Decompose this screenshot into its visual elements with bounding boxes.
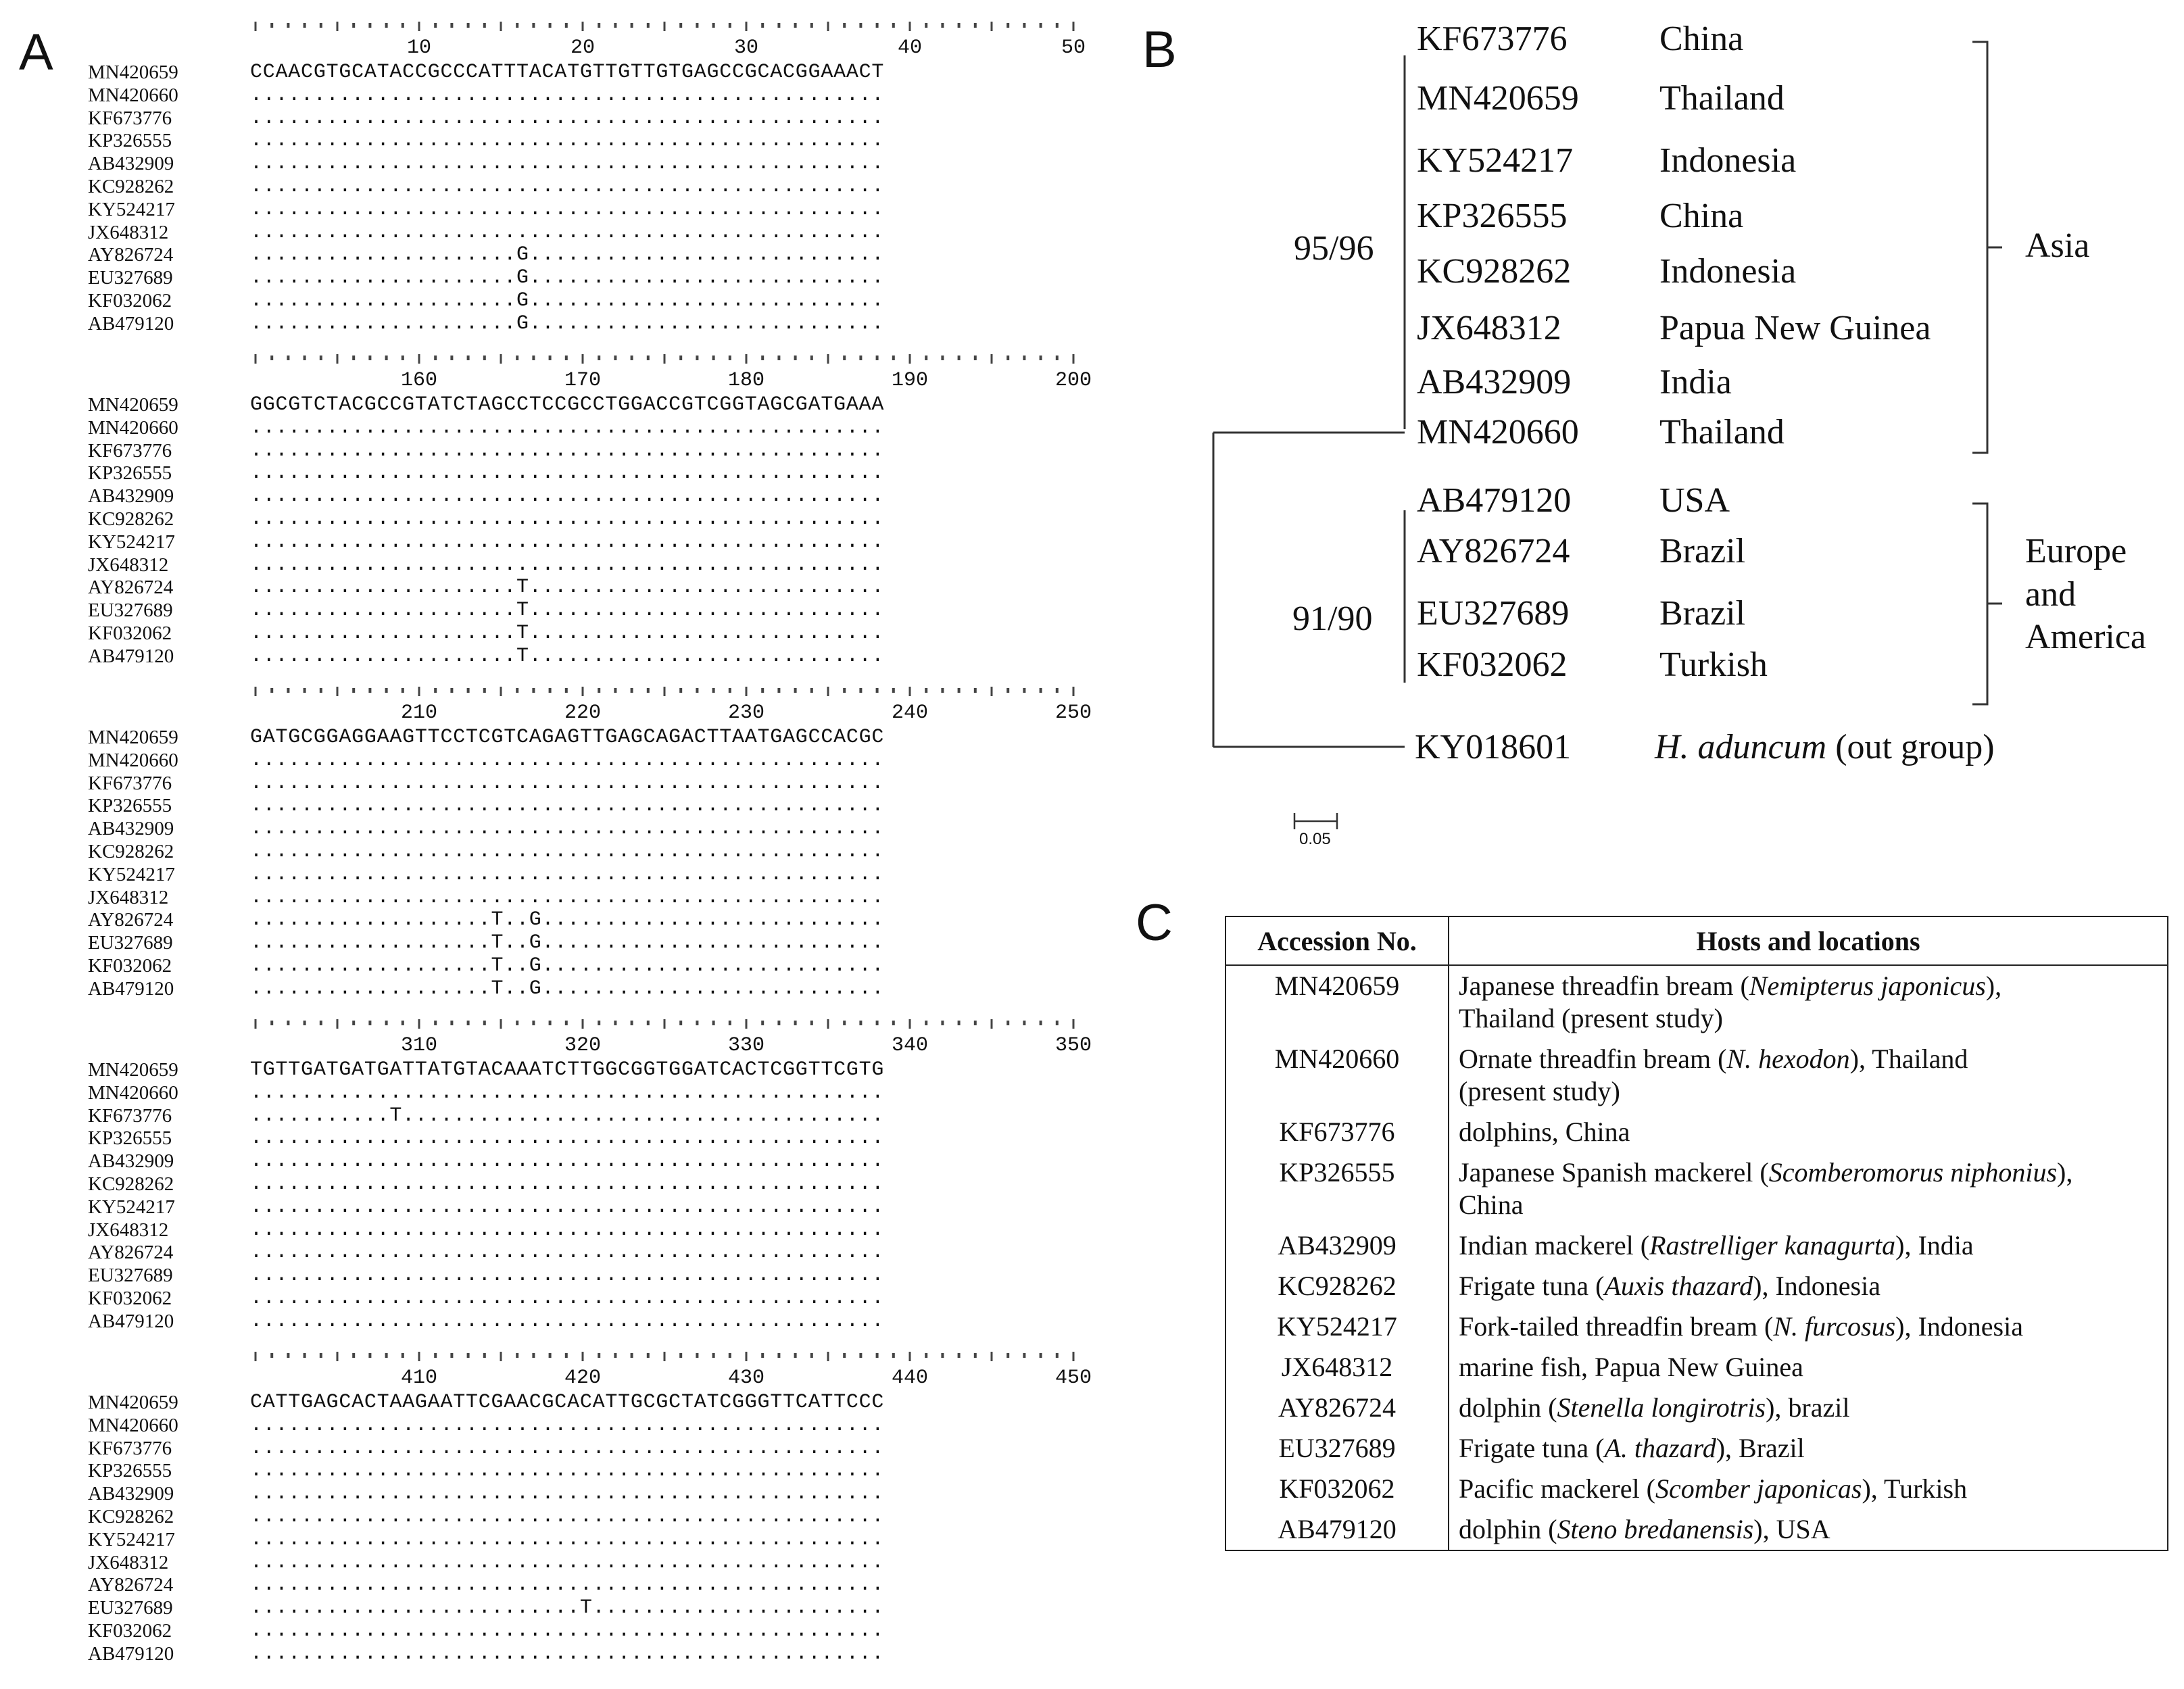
host-species: Nemipterus japonicus — [1749, 971, 1986, 1001]
ruler-number: 440 — [891, 1367, 929, 1390]
row-accession: EU327689 — [88, 932, 173, 954]
position-ruler — [250, 1350, 1079, 1367]
host-accession-cell: AY826724 — [1226, 1388, 1449, 1428]
host-accession-cell: EU327689 — [1226, 1428, 1449, 1469]
row-sequence: .....................T............................ — [250, 622, 885, 645]
row-sequence: .................................................. — [250, 771, 885, 795]
ruler-number: 230 — [727, 702, 765, 725]
row-sequence: .................................................. — [250, 1527, 885, 1551]
row-accession: MN420659 — [88, 62, 178, 83]
ruler-number: 30 — [733, 36, 759, 59]
row-accession: AY826724 — [88, 909, 174, 931]
support-europe-america: 91/90 — [1292, 599, 1373, 638]
host-accession-cell: KC928262 — [1226, 1266, 1449, 1306]
row-accession: KY524217 — [88, 863, 175, 885]
row-sequence: .................................................. — [250, 794, 885, 818]
row-accession: AB479120 — [88, 977, 174, 1000]
row-accession: KC928262 — [88, 1506, 174, 1527]
ruler-number: 180 — [727, 369, 765, 392]
row-sequence: .................................................. — [250, 508, 885, 531]
ruler-number: 160 — [400, 369, 438, 392]
row-accession: KF032062 — [88, 622, 172, 644]
ruler-number: 170 — [564, 369, 602, 392]
host-location-cell — [1449, 1225, 2168, 1266]
row-sequence: .................................................. — [250, 1482, 885, 1506]
asia-brace — [1972, 42, 2002, 453]
position-ruler — [250, 20, 1079, 36]
row-sequence: .................................................. — [250, 1459, 885, 1483]
row-sequence: .................................................. — [250, 1218, 885, 1242]
row-accession: MN420660 — [88, 1081, 178, 1104]
region-europe: Europe — [2025, 532, 2127, 570]
row-sequence: .....................T............................ — [250, 644, 885, 668]
host-species: N. hexodon — [1726, 1044, 1850, 1074]
host-text: Frigate tuna ( — [1459, 1271, 1605, 1301]
outgroup-accession: KY018601 — [1415, 728, 1572, 766]
host-table-row — [1226, 1469, 2168, 1509]
row-accession: EU327689 — [88, 599, 173, 622]
host-location-cell — [1449, 1428, 2168, 1469]
row-sequence: .................................................. — [250, 553, 885, 577]
tree-leaf-country: China — [1659, 20, 1744, 58]
host-text: Japanese Spanish mackerel ( — [1459, 1157, 1769, 1188]
row-sequence: .................................................. — [250, 530, 885, 554]
row-accession: MN420660 — [88, 749, 178, 771]
row-sequence: GATGCGGAGGAAGTTCCTCGTCAGAGTTGAGCAGACTTAATGAGCCACGC — [250, 726, 885, 749]
tree-leaf-country: USA — [1659, 481, 1730, 520]
tree-leaf-accession: KF032062 — [1417, 645, 1568, 684]
panel-label-c: C — [1136, 894, 1173, 952]
row-accession: KC928262 — [88, 1173, 174, 1195]
row-sequence: .....................G............................ — [250, 312, 885, 335]
host-accession-cell: MN420659 — [1226, 965, 1449, 1039]
tree-leaf-country: Turkish — [1659, 645, 1768, 684]
row-accession: MN420659 — [88, 1392, 178, 1413]
host-location-cell — [1449, 1347, 2168, 1388]
host-table-row — [1226, 1428, 2168, 1469]
row-accession: KF673776 — [88, 772, 172, 794]
host-text: Japanese threadfin bream ( — [1459, 971, 1749, 1001]
host-text: dolphin ( — [1459, 1392, 1557, 1423]
row-accession: MN420659 — [88, 1059, 178, 1081]
host-accession-cell: AB479120 — [1226, 1509, 1449, 1550]
host-location: ), Thailand — [1849, 1044, 1968, 1074]
sequence-alignment-panel — [88, 20, 1092, 1683]
host-location: ), Turkish — [1862, 1473, 1968, 1504]
row-accession: AY826724 — [88, 577, 174, 599]
tree-leaf-accession: KC928262 — [1417, 252, 1572, 291]
row-accession: KF673776 — [88, 439, 172, 462]
host-location-cell — [1449, 1266, 2168, 1306]
host-location: ), brazil — [1766, 1392, 1850, 1423]
host-accession-cell: JX648312 — [1226, 1347, 1449, 1388]
tree-leaf-country: Thailand — [1659, 79, 1785, 118]
tree-leaf-accession: AY826724 — [1417, 532, 1570, 570]
host-species: N. furcosus — [1773, 1311, 1896, 1342]
host-location-cell — [1449, 965, 2168, 1039]
row-accession: AB479120 — [88, 1310, 174, 1332]
row-accession: MN420660 — [88, 416, 178, 439]
host-table — [1225, 916, 2168, 1551]
row-accession: EU327689 — [88, 267, 173, 289]
row-accession: KF032062 — [88, 290, 172, 312]
row-sequence: .................................................. — [250, 485, 885, 508]
row-sequence: ...................T..G........................... — [250, 931, 885, 955]
row-sequence: .....................T............................ — [250, 576, 885, 599]
row-sequence: ...................T..G........................... — [250, 977, 885, 1000]
tree-leaf-country: Indonesia — [1659, 252, 1797, 291]
row-sequence: .................................................. — [250, 1413, 885, 1437]
row-sequence: .................................................. — [250, 220, 885, 244]
row-accession: KP326555 — [88, 1127, 172, 1150]
row-accession: AB432909 — [88, 1150, 174, 1173]
host-location-cell — [1449, 1509, 2168, 1550]
row-accession: AB432909 — [88, 1483, 174, 1505]
ruler-number: 410 — [400, 1367, 438, 1390]
host-table-header-row — [1226, 916, 2168, 965]
row-accession: JX648312 — [88, 1219, 169, 1241]
tree-leaf-accession: MN420659 — [1417, 79, 1579, 118]
row-accession: JX648312 — [88, 1551, 169, 1573]
tree-leaf-accession: KY524217 — [1417, 141, 1574, 180]
tree-leaf-country: India — [1659, 363, 1732, 401]
host-table-row — [1226, 1388, 2168, 1428]
row-accession: MN420659 — [88, 727, 178, 748]
host-accession-cell: KY524217 — [1226, 1306, 1449, 1347]
row-accession: KF673776 — [88, 1437, 172, 1459]
row-sequence: .....................G............................ — [250, 289, 885, 312]
ruler-number: 20 — [570, 36, 596, 59]
row-accession: KF673776 — [88, 1104, 172, 1127]
host-location: ), — [2057, 1157, 2073, 1188]
host-text: dolphin ( — [1459, 1514, 1557, 1544]
row-accession: KY524217 — [88, 1528, 175, 1550]
host-table-panel — [1149, 892, 2177, 1669]
row-accession: KF032062 — [88, 1620, 172, 1642]
row-accession: AB479120 — [88, 312, 174, 335]
row-accession: AB432909 — [88, 818, 174, 840]
host-location-cell — [1449, 1388, 2168, 1428]
europe-america-brace — [1972, 504, 2002, 704]
host-table-row — [1226, 1039, 2168, 1112]
host-accession-cell: KP326555 — [1226, 1152, 1449, 1225]
ruler-number: 190 — [891, 369, 929, 392]
row-accession: KP326555 — [88, 1460, 172, 1482]
tree-leaf-country: Thailand — [1659, 413, 1785, 451]
row-sequence: .....................G............................ — [250, 266, 885, 290]
host-species: Scomber japonicas — [1655, 1473, 1862, 1504]
tree-leaf-accession: AB479120 — [1417, 481, 1572, 520]
host-text: Ornate threadfin bream ( — [1459, 1044, 1727, 1074]
tree-leaf-accession: MN420660 — [1417, 413, 1579, 451]
row-sequence: .................................................. — [250, 840, 885, 863]
host-species: Steno bredanensis — [1557, 1514, 1754, 1544]
host-text: Frigate tuna ( — [1459, 1433, 1605, 1463]
row-accession: AY826724 — [88, 1574, 174, 1596]
row-accession: KF032062 — [88, 955, 172, 977]
row-accession: KY524217 — [88, 198, 175, 220]
row-sequence: .................................................. — [250, 1550, 885, 1574]
ruler-number: 330 — [727, 1034, 765, 1057]
host-location-cell — [1449, 1039, 2168, 1112]
host-species: Stenella longirotris — [1557, 1392, 1766, 1423]
host-location: ), — [1985, 971, 2002, 1001]
row-accession: AY826724 — [88, 1242, 174, 1264]
row-sequence: .................................................. — [250, 1573, 885, 1597]
host-location-cell — [1449, 1152, 2168, 1225]
row-sequence: .................................................. — [250, 1309, 885, 1333]
region-and: and — [2025, 575, 2077, 614]
tree-leaf-country: Brazil — [1659, 594, 1746, 633]
row-sequence: .................................................. — [250, 1081, 885, 1104]
row-sequence: .................................................. — [250, 1264, 885, 1288]
row-accession: EU327689 — [88, 1265, 173, 1287]
row-sequence: .................................................. — [250, 1195, 885, 1219]
row-sequence: .....................T............................ — [250, 599, 885, 622]
ruler-number: 200 — [1054, 369, 1092, 392]
row-sequence: .................................................. — [250, 1127, 885, 1150]
host-table-row — [1226, 965, 2168, 1039]
host-location-line2: Thailand (present study) — [1459, 1003, 1723, 1033]
ruler-number: 240 — [891, 702, 929, 725]
ruler-number: 210 — [400, 702, 438, 725]
ruler-number: 310 — [400, 1034, 438, 1057]
row-accession: KY524217 — [88, 1196, 175, 1218]
row-sequence: .................................................. — [250, 106, 885, 130]
host-location: ), Indonesia — [1753, 1271, 1880, 1301]
row-sequence: .................................................. — [250, 1173, 885, 1196]
row-sequence: GGCGTCTACGCCGTATCTAGCCTCCGCCTGGACCGTCGGTAGCGATGAAA — [250, 393, 885, 416]
row-sequence: .................................................. — [250, 416, 885, 439]
host-accession-cell: KF673776 — [1226, 1112, 1449, 1152]
row-accession: AY826724 — [88, 244, 174, 266]
row-sequence: .....................G............................ — [250, 243, 885, 267]
host-species: Rastrelliger kanagurta — [1649, 1230, 1896, 1260]
ruler-number: 40 — [897, 36, 923, 59]
row-accession: KP326555 — [88, 462, 172, 485]
row-sequence: TGTTGATGATGATTATGTACAAATCTTGGCGGTGGATCACTCGGTTCGTG — [250, 1058, 885, 1081]
host-location-cell — [1449, 1469, 2168, 1509]
row-sequence: .................................................. — [250, 1505, 885, 1528]
row-sequence: .................................................. — [250, 1619, 885, 1642]
row-accession: JX648312 — [88, 886, 169, 908]
host-location-cell — [1449, 1306, 2168, 1347]
row-accession: AB432909 — [88, 153, 174, 175]
host-species: Auxis thazard — [1604, 1271, 1753, 1301]
row-sequence: .................................................. — [250, 439, 885, 462]
host-text: Pacific mackerel ( — [1459, 1473, 1655, 1504]
row-accession: KC928262 — [88, 841, 174, 862]
row-sequence: CCAACGTGCATACCGCCCATTTACATGTTGTTGTGAGCCGCACGGAAACT — [250, 61, 885, 84]
host-species: Scomberomorus niphonius — [1768, 1157, 2058, 1188]
row-sequence: .................................................. — [250, 83, 885, 107]
host-text: Indian mackerel ( — [1459, 1230, 1650, 1260]
host-accession-cell: AB432909 — [1226, 1225, 1449, 1266]
row-accession: MN420660 — [88, 84, 178, 106]
region-america: America — [2025, 618, 2147, 656]
row-accession: KP326555 — [88, 795, 172, 817]
phylogenetic-tree-panel — [1149, 14, 2177, 858]
host-table-row — [1226, 1266, 2168, 1306]
row-accession: AB479120 — [88, 645, 174, 667]
host-location-line2: China — [1459, 1190, 1524, 1220]
row-accession: KY524217 — [88, 531, 175, 553]
host-table-row — [1226, 1347, 2168, 1388]
panel-label-a: A — [19, 24, 53, 81]
tree-leaf-accession: AB432909 — [1417, 363, 1572, 401]
row-sequence: .................................................. — [250, 175, 885, 198]
ruler-number: 10 — [406, 36, 432, 59]
tree-leaf-country: Indonesia — [1659, 141, 1797, 180]
row-accession: KP326555 — [88, 130, 172, 152]
host-table-row — [1226, 1152, 2168, 1225]
host-location: ), Indonesia — [1895, 1311, 2023, 1342]
panel-label-b: B — [1142, 21, 1177, 78]
row-sequence: ..........................T....................... — [250, 1596, 885, 1620]
tree-leaf-accession: EU327689 — [1417, 594, 1570, 633]
host-text: marine fish, Papua New Guinea — [1459, 1352, 1803, 1382]
row-accession: AB432909 — [88, 485, 174, 508]
row-accession: MN420659 — [88, 394, 178, 416]
host-table-row — [1226, 1306, 2168, 1347]
row-sequence: .................................................. — [250, 1150, 885, 1173]
tree-leaf-country: China — [1659, 197, 1744, 235]
host-table-row — [1226, 1112, 2168, 1152]
host-table-row — [1226, 1225, 2168, 1266]
row-sequence: ...................T..G........................... — [250, 954, 885, 977]
host-text: dolphins, China — [1459, 1117, 1630, 1147]
row-sequence: ...........T...................................... — [250, 1104, 885, 1127]
position-ruler — [250, 1018, 1079, 1034]
row-sequence: .................................................. — [250, 1241, 885, 1265]
ruler-number: 220 — [564, 702, 602, 725]
host-location: ), India — [1895, 1230, 1974, 1260]
ruler-number: 50 — [1061, 36, 1086, 59]
host-accession-cell: KF032062 — [1226, 1469, 1449, 1509]
ruler-number: 350 — [1054, 1034, 1092, 1057]
host-species: A. thazard — [1604, 1433, 1716, 1463]
tree-leaf-country: Brazil — [1659, 532, 1746, 570]
row-sequence: .................................................. — [250, 462, 885, 485]
host-text: Fork-tailed threadfin bream ( — [1459, 1311, 1774, 1342]
position-ruler — [250, 685, 1079, 702]
row-accession: KC928262 — [88, 176, 174, 197]
outgroup-note: (out group) — [1835, 728, 1995, 766]
host-table-body — [1226, 965, 2168, 1550]
outgroup-species: H. aduncum — [1655, 728, 1827, 766]
row-sequence: .................................................. — [250, 129, 885, 153]
outgroup-label — [1655, 730, 1995, 765]
host-location: ), Brazil — [1716, 1433, 1805, 1463]
row-sequence: .................................................. — [250, 817, 885, 841]
row-sequence: .................................................. — [250, 152, 885, 176]
position-ruler — [250, 353, 1079, 369]
row-sequence: ...................T..G........................... — [250, 908, 885, 932]
row-accession: JX648312 — [88, 221, 169, 243]
host-accession-cell: MN420660 — [1226, 1039, 1449, 1112]
row-accession: KF673776 — [88, 107, 172, 129]
row-accession: MN420660 — [88, 1414, 178, 1436]
tree-leaf-accession: KP326555 — [1417, 197, 1568, 235]
header-hosts: Hosts and locations — [1449, 916, 2168, 965]
tree-leaf-country: Papua New Guinea — [1659, 309, 1931, 347]
row-sequence: .................................................. — [250, 885, 885, 909]
scale-bar — [1294, 813, 1337, 829]
row-sequence: .................................................. — [250, 862, 885, 886]
row-sequence: .................................................. — [250, 1436, 885, 1460]
host-location-cell — [1449, 1112, 2168, 1152]
row-accession: EU327689 — [88, 1597, 173, 1619]
host-table-row — [1226, 1509, 2168, 1550]
row-sequence: .................................................. — [250, 197, 885, 221]
host-location: ), USA — [1753, 1514, 1830, 1544]
tree-leaf-accession: JX648312 — [1417, 309, 1561, 347]
ruler-number: 340 — [891, 1034, 929, 1057]
row-accession: KC928262 — [88, 508, 174, 530]
row-sequence: .................................................. — [250, 748, 885, 772]
ruler-number: 430 — [727, 1367, 765, 1390]
host-location-line2: (present study) — [1459, 1076, 1620, 1106]
support-asia: 95/96 — [1294, 229, 1374, 268]
ruler-number: 250 — [1054, 702, 1092, 725]
ruler-number: 420 — [564, 1367, 602, 1390]
tree-leaf-accession: KF673776 — [1417, 20, 1568, 58]
ruler-number: 320 — [564, 1034, 602, 1057]
header-accession: Accession No. — [1226, 916, 1449, 965]
row-sequence: .................................................. — [250, 1642, 885, 1665]
row-sequence: CATTGAGCACTAAGAATTCGAACGCACATTGCGCTATCGGGTTCATTCCC — [250, 1391, 885, 1414]
ruler-number: 450 — [1054, 1367, 1092, 1390]
row-sequence: .................................................. — [250, 1287, 885, 1310]
row-accession: KF032062 — [88, 1288, 172, 1309]
region-asia: Asia — [2025, 226, 2090, 265]
row-accession: AB479120 — [88, 1642, 174, 1665]
row-accession: JX648312 — [88, 554, 169, 576]
scale-bar-label: 0.05 — [1299, 830, 1331, 848]
